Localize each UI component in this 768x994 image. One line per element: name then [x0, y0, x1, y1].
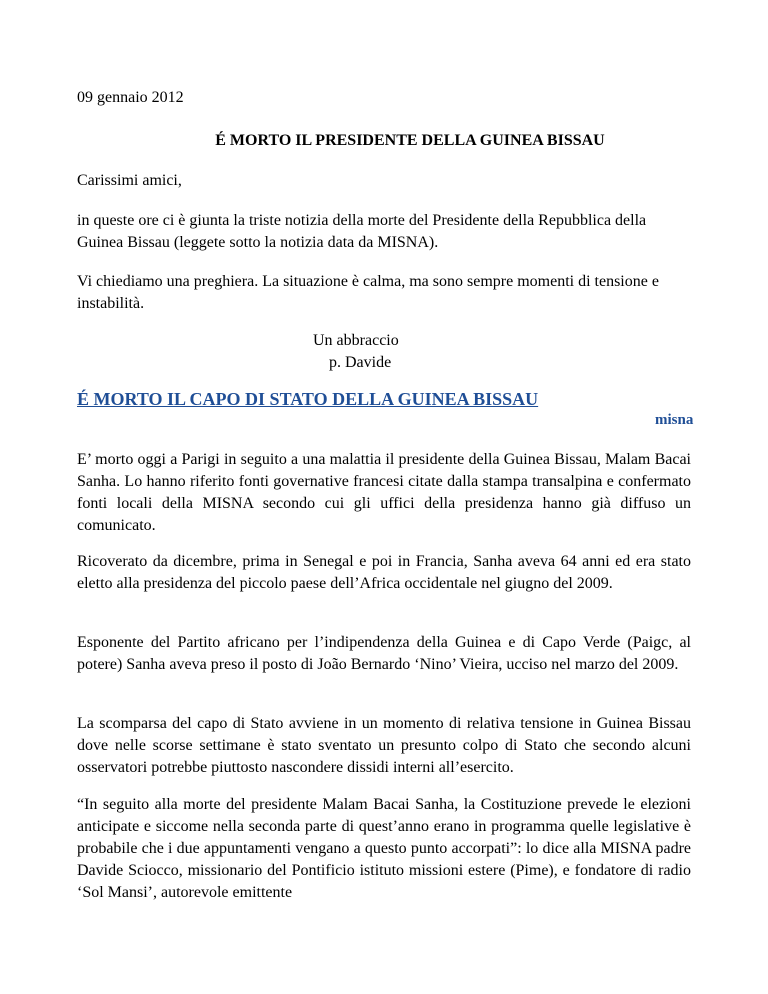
article-paragraph-3: Esponente del Partito africano per l’indipendenza della Guinea e di Capo Verde (Paigc, al potere) Sanha aveva preso il posto di João Bernardo ‘Nino’ Vieira, ucciso nel marzo del 2009.	[77, 634, 691, 673]
article-source: misna	[655, 412, 694, 428]
letter-closing: Un abbraccio	[313, 332, 399, 349]
letter-date: 09 gennaio 2012	[77, 89, 184, 106]
letter-title: É MORTO IL PRESIDENTE DELLA GUINEA BISSAU	[215, 132, 605, 149]
letter-paragraph-1: in queste ore ci è giunta la triste notizia della morte del Presidente della Repubblica della Guinea Bissau (leggete sotto la notizia data da MISNA).	[77, 212, 647, 251]
article-headline-link[interactable]: É MORTO IL CAPO DI STATO DELLA GUINEA BISSAU	[77, 389, 539, 409]
article-paragraph-2: Ricoverato da dicembre, prima in Senegal e poi in Francia, Sanha aveva 64 anni ed era stato eletto alla presidenza del piccolo paese dell’Africa occidentale nel giugno del 2009.	[77, 553, 691, 592]
letter-signature: p. Davide	[329, 354, 392, 371]
article-paragraph-5: “In seguito alla morte del presidente Malam Bacai Sanha, la Costituzione prevede le elezioni anticipate e siccome nella seconda parte di quest’anno erano in programma quelle legislative è probabile che i due appuntamenti vengano a questo punto accorpati”: lo dice alla MISNA padre Davide Sciocco, missionario del Pontificio istituto missioni estere (Pime), e fondatore di radio ‘Sol Mansi’, autorevole emittente	[77, 796, 691, 901]
letter-greeting: Carissimi amici,	[77, 172, 182, 189]
article-paragraph-1: E’ morto oggi a Parigi in seguito a una malattia il presidente della Guinea Bissau, Malam Bacai Sanha. Lo hanno riferito fonti governative francesi citate dalla stampa transalpina e confermato fonti locali della MISNA secondo cui gli uffici della presidenza hanno già diffuso un comunicato.	[77, 451, 691, 534]
article-paragraph-4: La scomparsa del capo di Stato avviene in un momento di relativa tensione in Guinea Bissau dove nelle scorse settimane è stato sventato un presunto colpo di Stato che secondo alcuni osservatori potrebbe piuttosto nascondere dissidi interni all’esercito.	[77, 715, 691, 776]
letter-paragraph-2: Vi chiediamo una preghiera. La situazione è calma, ma sono sempre momenti di tensione e instabilità.	[77, 273, 659, 312]
